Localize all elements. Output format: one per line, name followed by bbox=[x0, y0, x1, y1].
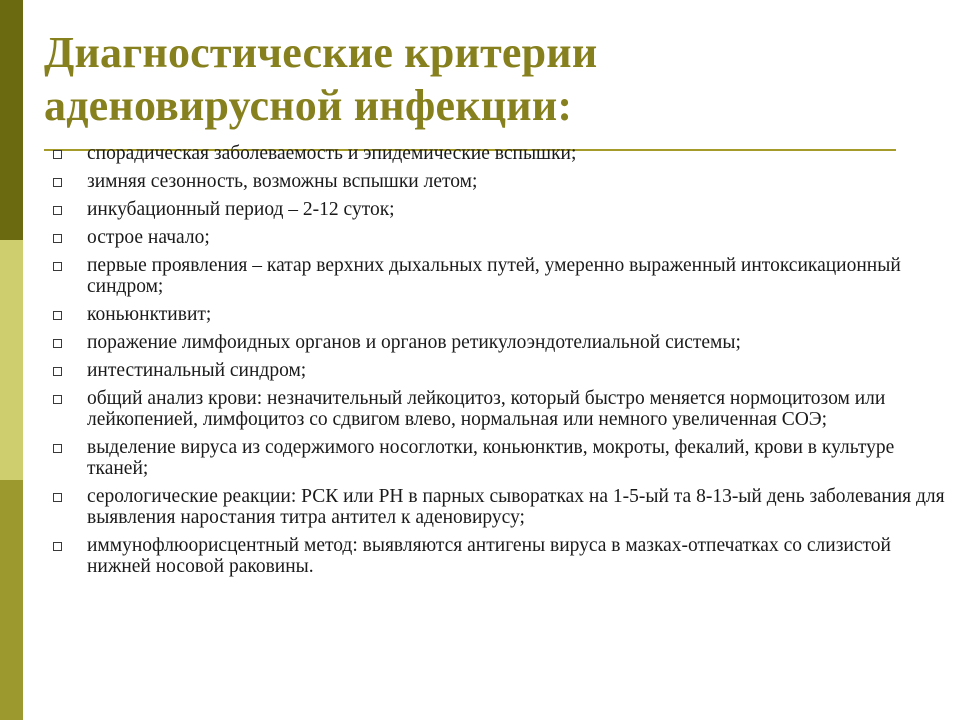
list-item bbox=[53, 199, 953, 220]
list-item-text: общий анализ крови: незначительный лейкоцитоз, который быстро меняется нормоцитозом или лейкопенией, лимфоцитоз со сдвигом влево, нормальная или немного увеличенная СОЭ; bbox=[87, 388, 886, 430]
criteria-list bbox=[53, 143, 953, 584]
square-bullet-icon bbox=[53, 395, 62, 404]
list-item bbox=[53, 227, 953, 248]
square-bullet-icon bbox=[53, 444, 62, 453]
square-bullet-icon bbox=[53, 150, 62, 159]
list-item-text: интестинальный синдром; bbox=[87, 360, 307, 381]
list-item-text: острое начало; bbox=[87, 227, 210, 248]
list-item bbox=[53, 255, 953, 297]
list-item-text: первые проявления – катар верхних дыхальных путей, умеренно выраженный интоксикационный синдром; bbox=[87, 255, 901, 297]
list-item bbox=[53, 486, 953, 528]
list-item bbox=[53, 535, 953, 577]
slide-title-line-2: аденовирусной инфекции: bbox=[44, 81, 573, 130]
square-bullet-icon bbox=[53, 234, 62, 243]
square-bullet-icon bbox=[53, 493, 62, 502]
sidebar-stripe-mid bbox=[0, 480, 23, 720]
list-item-text: выделение вируса из содержимого носоглотки, коньюнктив, мокроты, фекалий, крови в культуре тканей; bbox=[87, 437, 895, 479]
sidebar-stripe-dark bbox=[0, 0, 23, 240]
list-item bbox=[53, 143, 953, 164]
list-item bbox=[53, 171, 953, 192]
list-item bbox=[53, 332, 953, 353]
square-bullet-icon bbox=[53, 311, 62, 320]
list-item bbox=[53, 437, 953, 479]
list-item-text: инкубационный период – 2-12 суток; bbox=[87, 199, 395, 220]
slide-title bbox=[44, 26, 924, 132]
list-item bbox=[53, 304, 953, 325]
list-item bbox=[53, 388, 953, 430]
list-item bbox=[53, 360, 953, 381]
square-bullet-icon bbox=[53, 339, 62, 348]
list-item-text: спорадическая заболеваемость и эпидемические вспышки; bbox=[87, 143, 577, 164]
square-bullet-icon bbox=[53, 262, 62, 271]
slide-title-line-1: Диагностические критерии bbox=[44, 28, 598, 77]
square-bullet-icon bbox=[53, 178, 62, 187]
list-item-text: зимняя сезонность, возможны вспышки летом; bbox=[87, 171, 478, 192]
square-bullet-icon bbox=[53, 206, 62, 215]
list-item-text: серологические реакции: РСК или РН в парных сыворатках на 1-5-ый та 8-13-ый день заболевания для выявления наростания титра антител к аденовирусу; bbox=[87, 486, 945, 528]
list-item-text: поражение лимфоидных органов и органов ретикулоэндотелиальной системы; bbox=[87, 332, 741, 353]
list-item-text: коньюнктивит; bbox=[87, 304, 212, 325]
square-bullet-icon bbox=[53, 367, 62, 376]
list-item-text: иммунофлюорисцентный метод: выявляются антигены вируса в мазках-отпечатках со слизистой нижней носовой раковины. bbox=[87, 535, 891, 577]
sidebar-stripe-light bbox=[0, 240, 23, 480]
square-bullet-icon bbox=[53, 542, 62, 551]
